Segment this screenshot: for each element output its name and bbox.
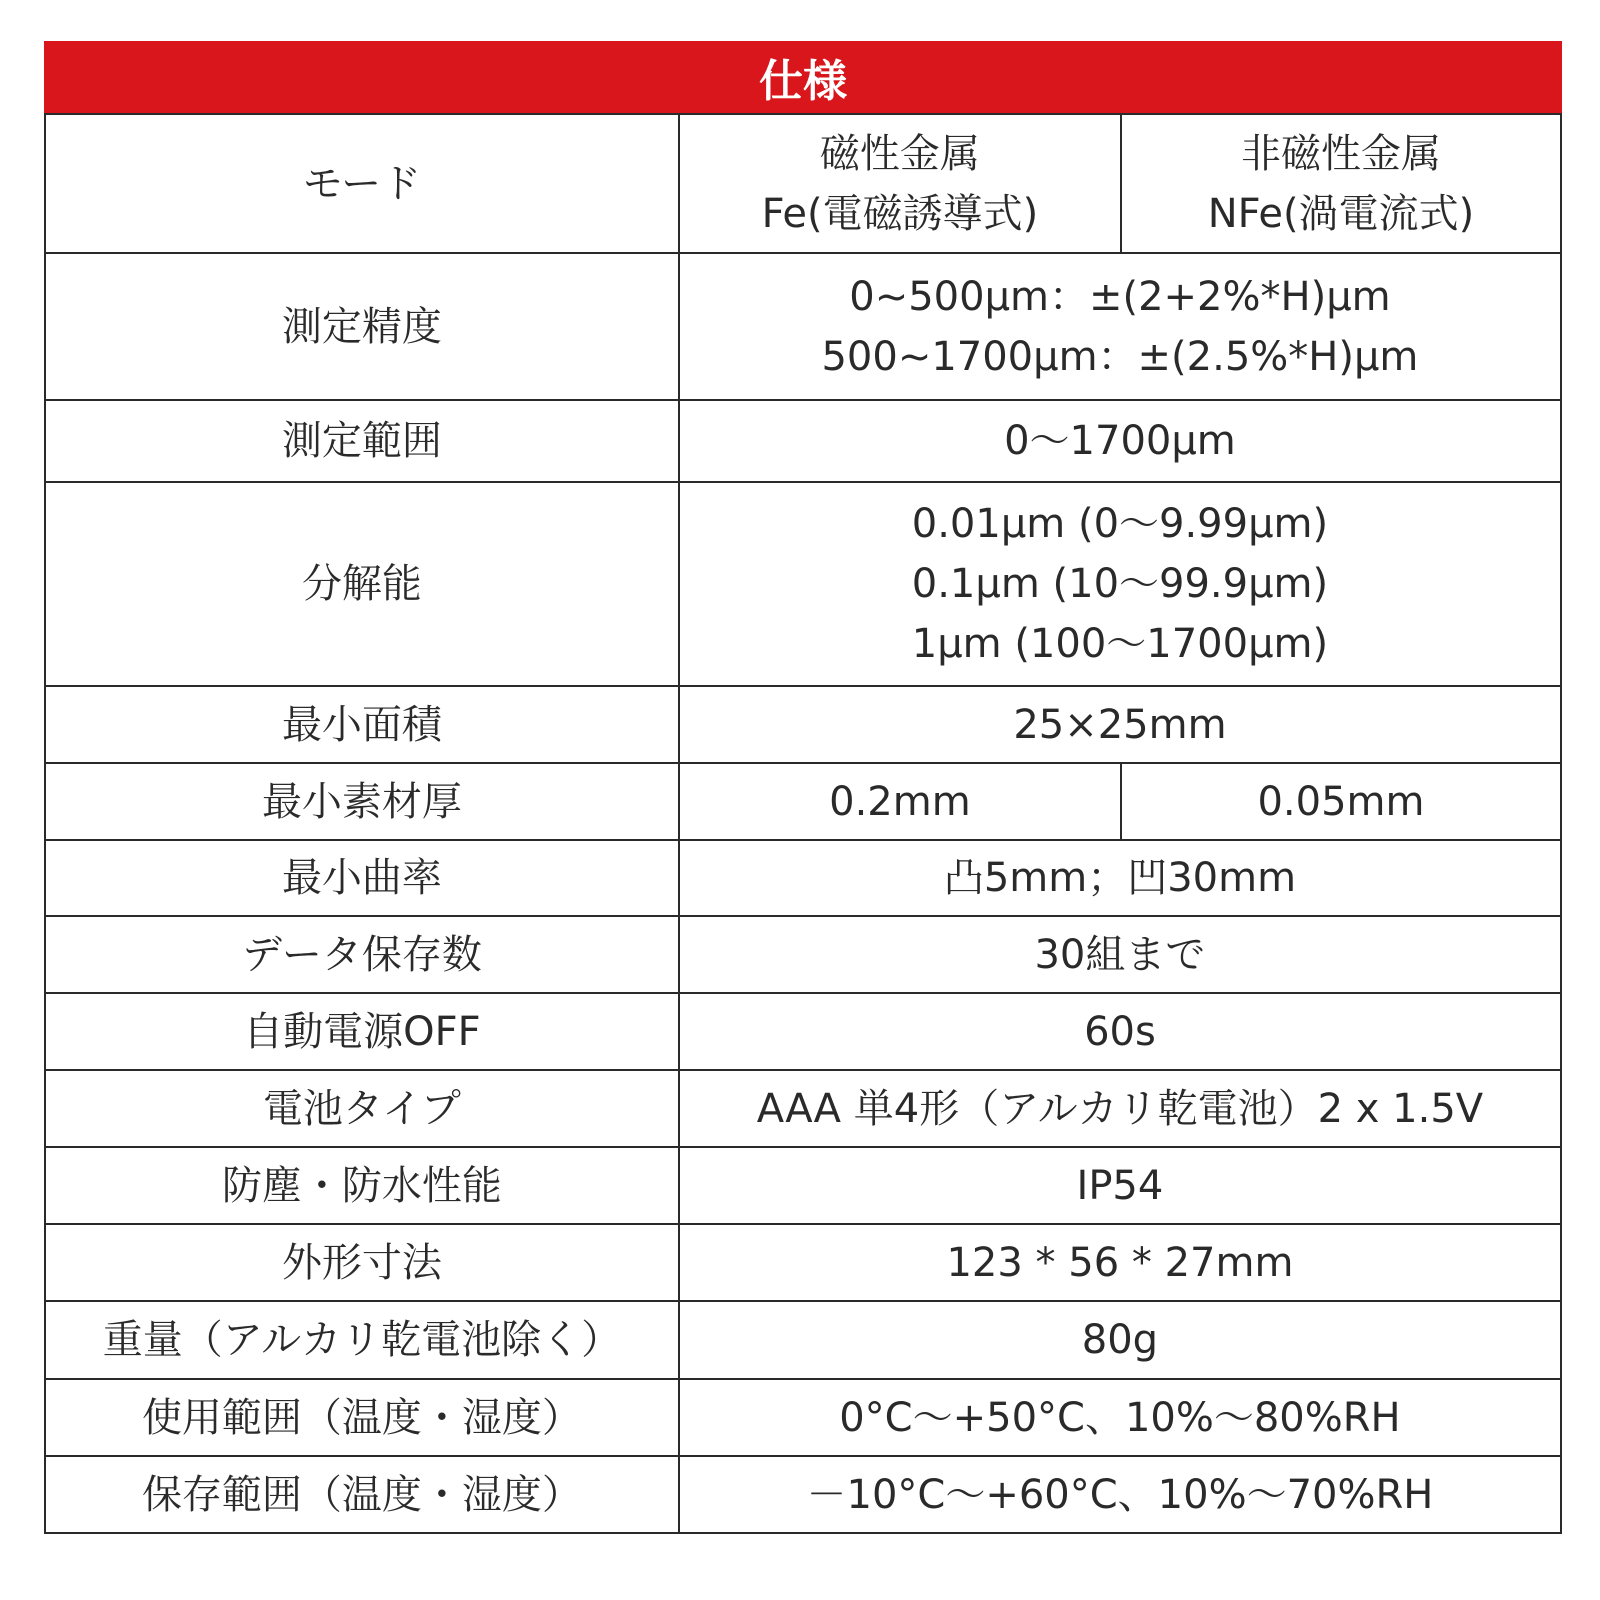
value-line: 25×25mm: [1013, 701, 1227, 748]
value-line: 0～1700µm: [1004, 418, 1236, 464]
table-row: [45, 1379, 1561, 1456]
row-value: [679, 1147, 1561, 1224]
row-label: 自動電源OFF: [45, 993, 679, 1070]
row-label: 外形寸法: [45, 1224, 679, 1301]
value-line: 0.1µm (10～99.9µm): [911, 561, 1329, 607]
mode-fe-cell: [679, 114, 1121, 253]
row-label: 使用範囲（温度・湿度）: [45, 1379, 679, 1456]
row-value: [679, 1301, 1561, 1379]
value-line: －10°C～+60°C、10%～70%RH: [806, 1471, 1434, 1518]
row-value: [679, 840, 1561, 916]
spec-table: [44, 113, 1562, 1534]
row-value-nfe: [1121, 763, 1561, 840]
row-value: [679, 1379, 1561, 1456]
row-value: [679, 916, 1561, 993]
value-line: AAA 単4形（アルカリ乾電池）2 x 1.5V: [756, 1085, 1484, 1132]
table-row: [45, 763, 1561, 840]
table-row: [45, 482, 1561, 686]
row-value: [679, 1070, 1561, 1147]
table-row-mode: [45, 114, 1561, 253]
value-line: 0.2mm: [829, 778, 971, 825]
table-row: [45, 1301, 1561, 1379]
row-label: 分解能: [45, 482, 679, 686]
row-value: [679, 686, 1561, 763]
table-row: [45, 1147, 1561, 1224]
row-label: モード: [45, 114, 679, 253]
mode-nfe-line: NFe(渦電流式): [1207, 190, 1475, 237]
value-line: 500~1700µm：±(2.5%*H)µm: [821, 333, 1419, 380]
value-line: 0~500µm：±(2+2%*H)µm: [849, 273, 1391, 320]
value-line: 0°C～+50°C、10%～80%RH: [839, 1394, 1401, 1441]
row-value: [679, 1456, 1561, 1533]
value-line: 60s: [1084, 1008, 1156, 1055]
table-row: [45, 1224, 1561, 1301]
table-row: [45, 840, 1561, 916]
row-value: [679, 400, 1561, 482]
table-row: [45, 1070, 1561, 1147]
value-line: 123 * 56 * 27mm: [946, 1239, 1294, 1286]
row-label: 電池タイプ: [45, 1070, 679, 1147]
row-label: 最小素材厚: [45, 763, 679, 840]
row-value: [679, 993, 1561, 1070]
table-row: [45, 686, 1561, 763]
mode-fe-line: Fe(電磁誘導式): [761, 190, 1039, 237]
value-line: 0.01µm (0～9.99µm): [911, 501, 1329, 547]
value-line: 80g: [1081, 1317, 1159, 1363]
table-row: [45, 400, 1561, 482]
row-value-fe: [679, 763, 1121, 840]
value-line: 30組まで: [1034, 931, 1206, 978]
row-value: [679, 1224, 1561, 1301]
row-label: 防塵・防水性能: [45, 1147, 679, 1224]
row-label: 測定精度: [45, 253, 679, 400]
row-label: データ保存数: [45, 916, 679, 993]
table-row: [45, 916, 1561, 993]
mode-fe-line: 磁性金属: [819, 130, 980, 177]
value-line: 0.05mm: [1257, 778, 1425, 825]
table-row: [45, 993, 1561, 1070]
row-label: 保存範囲（温度・湿度）: [45, 1456, 679, 1533]
row-label: 測定範囲: [45, 400, 679, 482]
value-line: 1µm (100～1700µm): [911, 621, 1329, 667]
value-line: IP54: [1076, 1162, 1164, 1209]
row-label: 最小曲率: [45, 840, 679, 916]
value-line: 凸5mm；凹30mm: [943, 855, 1297, 901]
table-row: [45, 1456, 1561, 1533]
row-label: 重量（アルカリ乾電池除く）: [45, 1301, 679, 1379]
row-value: [679, 482, 1561, 686]
row-label: 最小面積: [45, 686, 679, 763]
mode-nfe-line: 非磁性金属: [1240, 130, 1441, 177]
mode-nfe-cell: [1121, 114, 1561, 253]
table-row: [45, 253, 1561, 400]
row-value: [679, 253, 1561, 400]
spec-title: 仕様: [44, 41, 1562, 113]
